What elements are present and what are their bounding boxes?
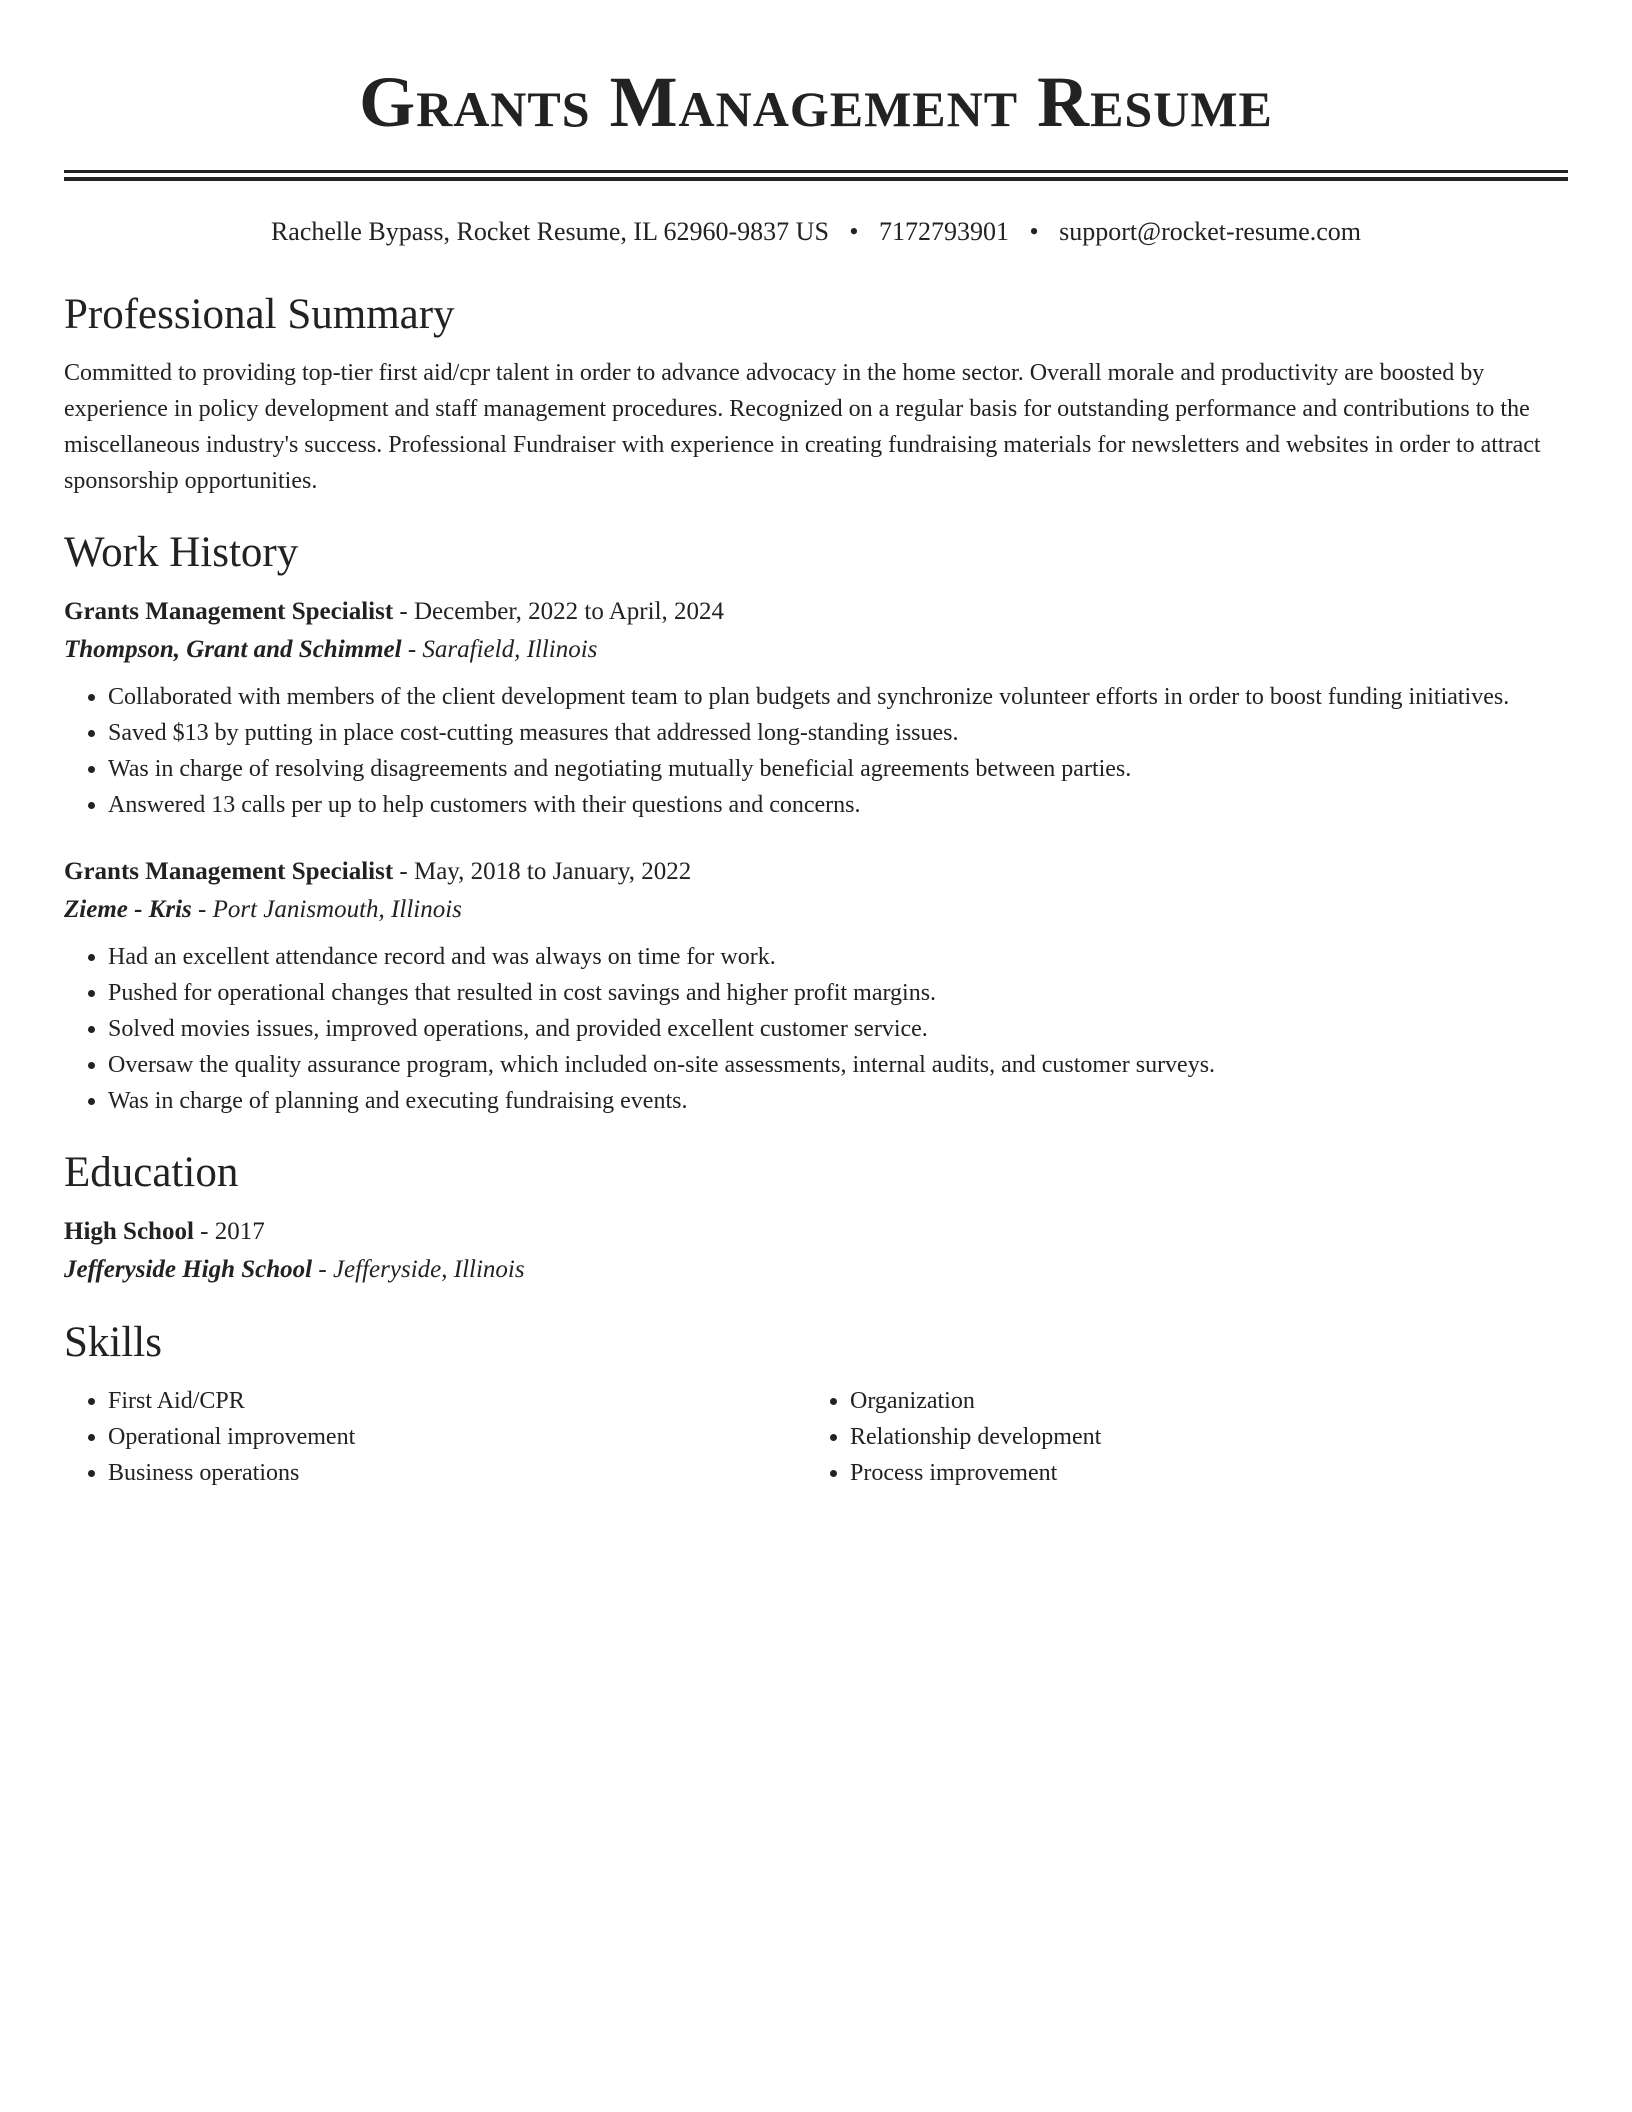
school-name: Jefferyside High School [64, 1256, 313, 1283]
skills-heading: Skills [64, 1319, 162, 1366]
job-entry [64, 593, 1568, 823]
summary-section [64, 289, 1568, 499]
job-title-line [64, 853, 1568, 891]
job-company: Thompson, Grant and Schimmel [64, 636, 402, 663]
contact-separator: • [849, 217, 859, 246]
contact-address: Rachelle Bypass, Rocket Resume, IL 62960-9837 US [270, 217, 829, 246]
list-item: • Was in charge of resolving disagreements and negotiating mutually beneficial agreements between parties. [108, 751, 1568, 787]
list-item: • Pushed for operational changes that resulted in cost savings and higher profit margins. [108, 975, 1568, 1011]
list-item: • Solved movies issues, improved operations, and provided excellent customer service. [108, 1011, 1568, 1047]
skills-column-left [64, 1383, 806, 1491]
list-item: • Oversaw the quality assurance program, which included on-site assessments, internal audits, and customer surveys. [108, 1047, 1568, 1083]
job-title: Grants Management Specialist [64, 598, 394, 625]
list-item: • Operational improvement [108, 1419, 806, 1455]
summary-heading: Professional Summary [64, 291, 455, 338]
job-dates: - May, 2018 to January, 2022 [393, 858, 692, 885]
education-heading: Education [64, 1149, 239, 1196]
list-item: • Saved $13 by putting in place cost-cutting measures that addressed long-standing issues. [108, 715, 1568, 751]
education-entry [64, 1213, 1568, 1289]
school-line [64, 1251, 1568, 1289]
job-title: Grants Management Specialist [64, 858, 394, 885]
job-dates: - December, 2022 to April, 2024 [393, 598, 725, 625]
list-item: • Had an excellent attendance record and was always on time for work. [108, 939, 1568, 975]
list-item: • Was in charge of planning and executing fundraising events. [108, 1083, 1568, 1119]
title-divider [64, 170, 1568, 181]
degree: High School [64, 1218, 194, 1245]
contact-separator: • [1029, 217, 1039, 246]
degree-year: - 2017 [193, 1218, 265, 1245]
resume-title: Grants Management Resume [359, 62, 1273, 142]
job-company: Zieme - Kris [64, 896, 192, 923]
job-entry [64, 853, 1568, 1119]
job-company-line [64, 891, 1568, 929]
education-section [64, 1147, 1568, 1289]
skills-column-right [806, 1383, 1548, 1491]
job-title-line [64, 593, 1568, 631]
degree-line [64, 1213, 1568, 1251]
job-bullets [64, 679, 1568, 823]
contact-email: support@rocket-resume.com [1059, 217, 1362, 246]
job-bullets [64, 939, 1568, 1119]
skills-section [64, 1317, 1568, 1491]
list-item: • Business operations [108, 1455, 806, 1491]
school-location: - Jefferyside, Illinois [312, 1256, 525, 1283]
work-history-heading: Work History [64, 529, 299, 576]
summary-text: Committed to providing top-tier first aid/cpr talent in order to advance advocacy in the home sector. Overall morale and productivity are boosted by experience in policy development and staff management procedures. Recognized on a regular basis for outstanding performance and contributions to the miscellaneous industry's success. Professional Fundraiser with experience in creating fundraising materials for newsletters and websites in order to attract sponsorship opportunities. [64, 360, 1541, 494]
list-item: • Relationship development [850, 1419, 1548, 1455]
job-location: - Port Janismouth, Illinois [191, 896, 462, 923]
work-history-section [64, 527, 1568, 1119]
contact-line [64, 215, 1568, 249]
list-item: • Organization [850, 1383, 1548, 1419]
list-item: • Answered 13 calls per up to help customers with their questions and concerns. [108, 787, 1568, 823]
job-company-line [64, 631, 1568, 669]
contact-phone: 7172793901 [879, 217, 1010, 246]
list-item: • Process improvement [850, 1455, 1548, 1491]
job-location: - Sarafield, Illinois [401, 636, 598, 663]
skills-grid [64, 1383, 1568, 1491]
list-item: • First Aid/CPR [108, 1383, 806, 1419]
list-item: • Collaborated with members of the client development team to plan budgets and synchronize volunteer efforts in order to boost funding initiatives. [108, 679, 1568, 715]
